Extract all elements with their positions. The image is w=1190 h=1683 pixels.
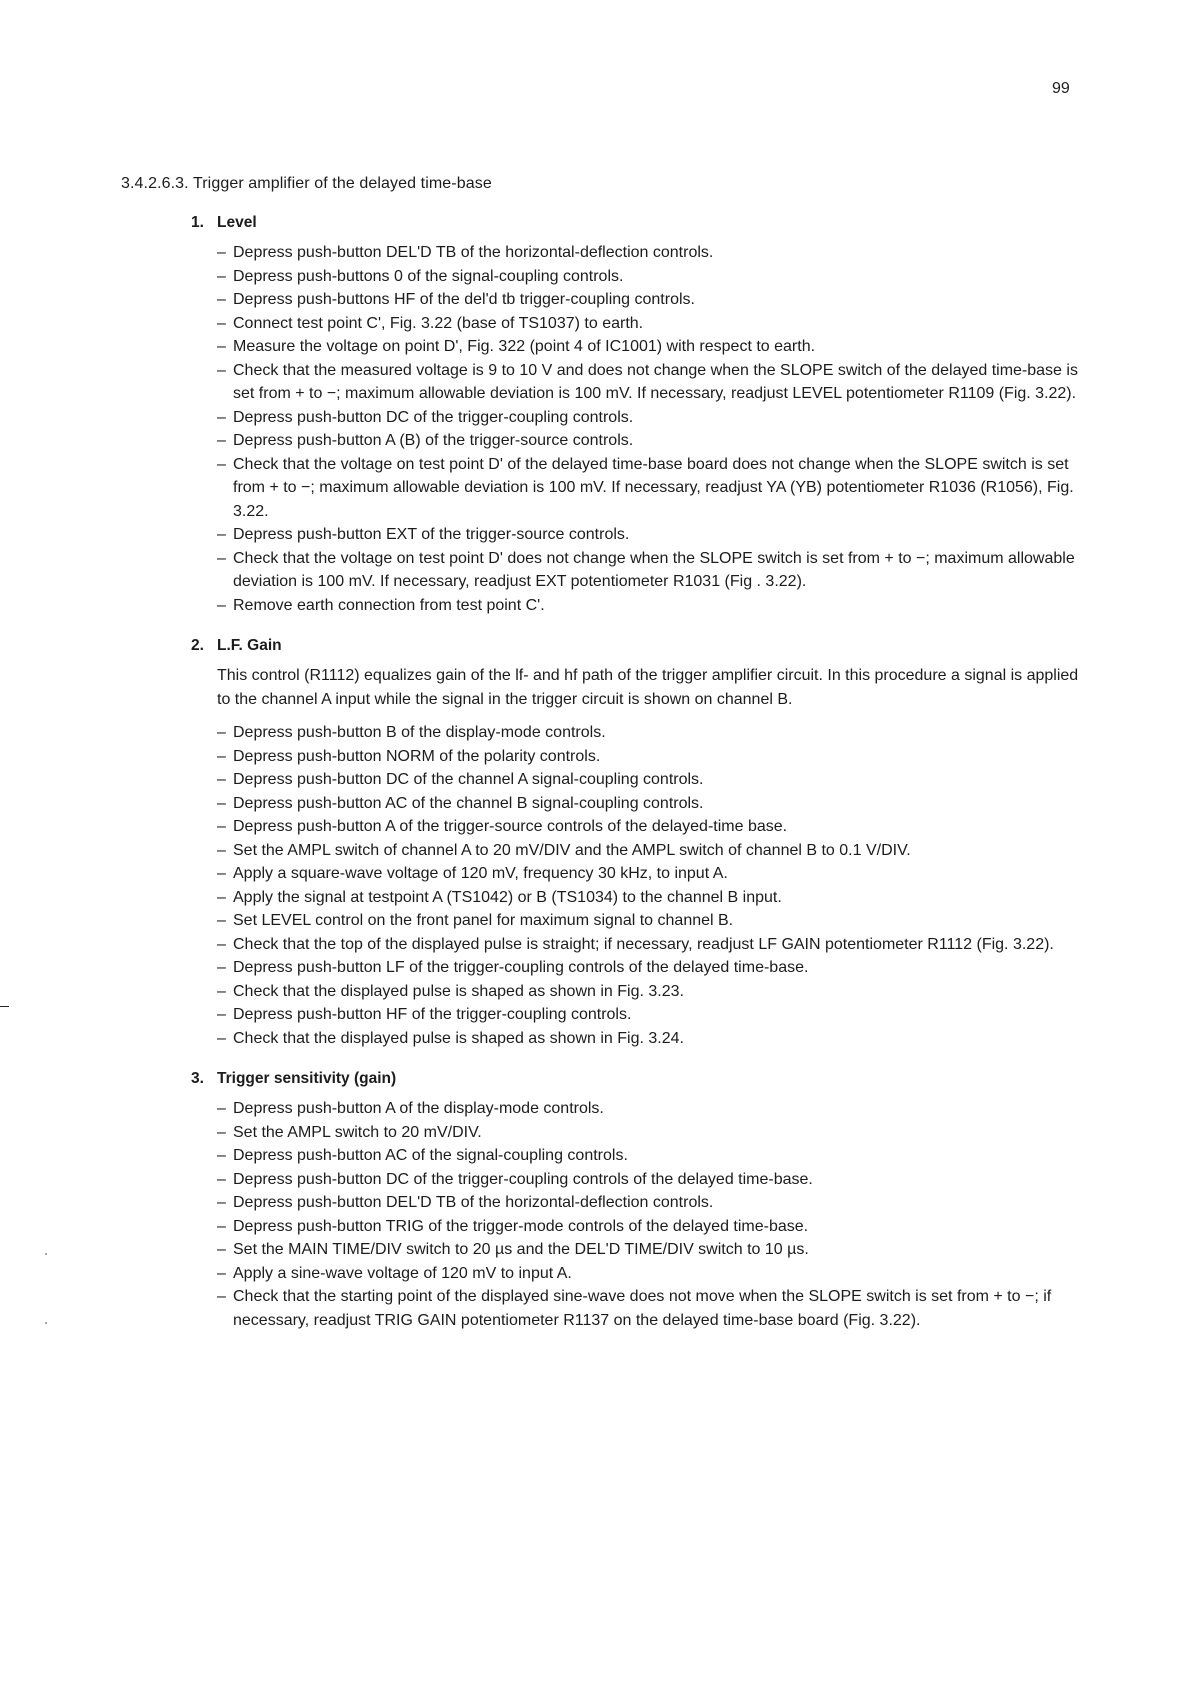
step-item: – Connect test point C', Fig. 3.22 (base of TS1037) to earth.	[217, 312, 1091, 336]
step-item: – Depress push-button NORM of the polarity controls.	[217, 745, 1091, 769]
step-item: – Check that the displayed pulse is shaped as shown in Fig. 3.23.	[217, 980, 1091, 1004]
step-item: – Depress push-button DC of the trigger-coupling controls of the delayed time-base.	[217, 1168, 1091, 1192]
step-item: – Depress push-button B of the display-mode controls.	[217, 721, 1091, 745]
step-item: – Depress push-button TRIG of the trigger-mode controls of the delayed time-base.	[217, 1215, 1091, 1239]
margin-mark	[0, 1006, 9, 1007]
step-item: – Check that the measured voltage is 9 to 10 V and does not change when the SLOPE switch of the delayed time-base is set from + to −; maximum allowable deviation is 100 mV. If necessary, readjust LEVEL potentiometer R1109 (Fig. 3.22).	[217, 359, 1091, 406]
subsection-heading	[191, 214, 1091, 232]
step-item: – Set the AMPL switch of channel A to 20 mV/DIV and the AMPL switch of channel B to 0.1 V/DIV.	[217, 839, 1091, 863]
step-item: – Depress push-button EXT of the trigger-source controls.	[217, 523, 1091, 547]
subsection-1	[191, 214, 1091, 617]
subsection-heading	[191, 1070, 1091, 1088]
step-item: – Apply a square-wave voltage of 120 mV, frequency 30 kHz, to input A.	[217, 862, 1091, 886]
step-item: – Depress push-button DEL'D TB of the horizontal-deflection controls.	[217, 1191, 1091, 1215]
section-heading: 3.4.2.6.3. Trigger amplifier of the delayed time-base	[121, 175, 492, 192]
step-list	[217, 1097, 1091, 1332]
step-item: – Check that the top of the displayed pulse is straight; if necessary, readjust LF GAIN potentiometer R1112 (Fig. 3.22).	[217, 933, 1091, 957]
step-list	[217, 241, 1091, 617]
step-item: – Apply the signal at testpoint A (TS1042) or B (TS1034) to the channel B input.	[217, 886, 1091, 910]
subsection-3	[191, 1070, 1091, 1332]
scan-speck	[45, 1322, 47, 1324]
step-item: – Check that the voltage on test point D' does not change when the SLOPE switch is set from + to −; maximum allowable deviation is 100 mV. If necessary, readjust EXT potentiometer R1031 (Fig . 3.22).	[217, 547, 1091, 594]
step-item: – Check that the displayed pulse is shaped as shown in Fig. 3.24.	[217, 1027, 1091, 1051]
step-item: – Depress push-button A of the display-mode controls.	[217, 1097, 1091, 1121]
step-item: – Apply a sine-wave voltage of 120 mV to input A.	[217, 1262, 1091, 1286]
step-item: – Check that the voltage on test point D' of the delayed time-base board does not change when the SLOPE switch is set from + to −; maximum allowable deviation is 100 mV. If necessary, readjust YA (YB) potentiometer R1036 (R1056), Fig. 3.22.	[217, 453, 1091, 524]
step-item: – Set the MAIN TIME/DIV switch to 20 µs and the DEL'D TIME/DIV switch to 10 µs.	[217, 1238, 1091, 1262]
step-item: – Depress push-button DC of the trigger-coupling controls.	[217, 406, 1091, 430]
step-item: – Depress push-button AC of the channel B signal-coupling controls.	[217, 792, 1091, 816]
subsection-title: L.F. Gain	[217, 637, 282, 654]
subsection-number: 3.	[191, 1070, 204, 1087]
step-item: – Depress push-button A (B) of the trigger-source controls.	[217, 429, 1091, 453]
step-item: – Depress push-buttons 0 of the signal-coupling controls.	[217, 265, 1091, 289]
subsection-number: 2.	[191, 637, 204, 654]
subsection-title: Trigger sensitivity (gain)	[217, 1070, 397, 1087]
step-list	[217, 721, 1091, 1050]
procedure-content	[191, 214, 1091, 1352]
step-item: – Check that the starting point of the displayed sine-wave does not move when the SLOPE switch is set from + to −; if necessary, readjust TRIG GAIN potentiometer R1137 on the delayed time-base board (Fig. 3.22).	[217, 1285, 1091, 1332]
step-item: – Remove earth connection from test point C'.	[217, 594, 1091, 618]
subsection-title: Level	[217, 214, 257, 231]
step-item: – Depress push-button HF of the trigger-coupling controls.	[217, 1003, 1091, 1027]
step-item: – Depress push-button LF of the trigger-coupling controls of the delayed time-base.	[217, 956, 1091, 980]
step-item: – Depress push-buttons HF of the del'd tb trigger-coupling controls.	[217, 288, 1091, 312]
step-item: – Depress push-button AC of the signal-coupling controls.	[217, 1144, 1091, 1168]
subsection-heading	[191, 637, 1091, 655]
subsection-2	[191, 637, 1091, 1050]
step-item: – Depress push-button DEL'D TB of the horizontal-deflection controls.	[217, 241, 1091, 265]
subsection-intro: This control (R1112) equalizes gain of the lf- and hf path of the trigger amplifier circuit. In this procedure a signal is applied to the channel A input while the signal in the trigger circuit is shown on channel B.	[217, 667, 1079, 708]
scan-speck	[45, 1253, 47, 1255]
page-number: 99	[1052, 80, 1070, 97]
step-item: – Depress push-button DC of the channel A signal-coupling controls.	[217, 768, 1091, 792]
step-item: – Set the AMPL switch to 20 mV/DIV.	[217, 1121, 1091, 1145]
step-item: – Depress push-button A of the trigger-source controls of the delayed-time base.	[217, 815, 1091, 839]
step-item: – Measure the voltage on point D', Fig. 322 (point 4 of IC1001) with respect to earth.	[217, 335, 1091, 359]
subsection-number: 1.	[191, 214, 204, 231]
step-item: – Set LEVEL control on the front panel for maximum signal to channel B.	[217, 909, 1091, 933]
